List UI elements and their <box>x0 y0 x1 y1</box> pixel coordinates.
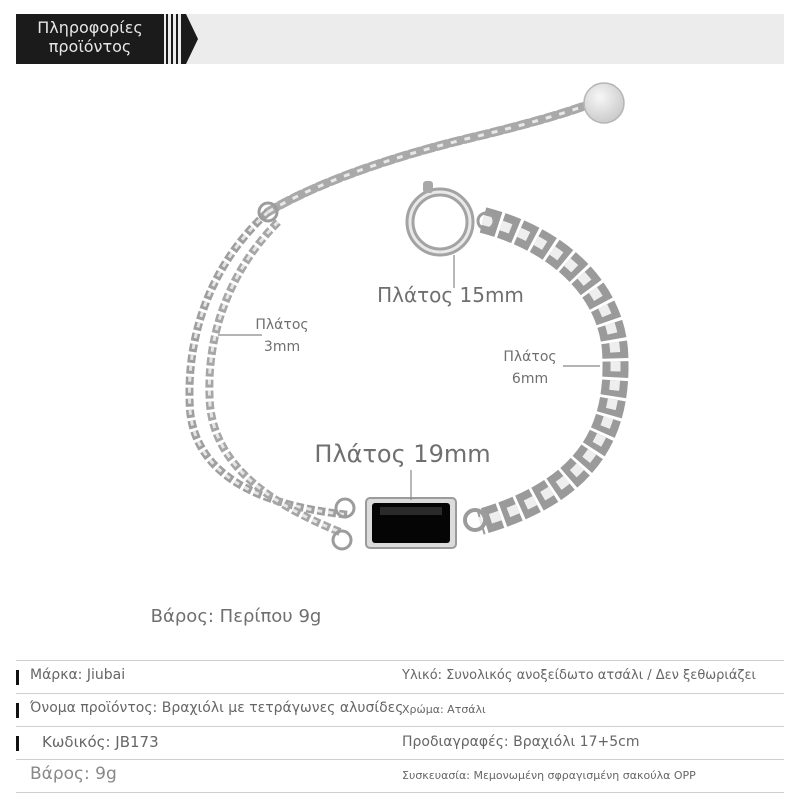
header-title-line2: προϊόντος <box>48 37 132 56</box>
width-6-line1: Πλάτος <box>503 349 557 365</box>
width-3-line2: 3mm <box>263 339 301 355</box>
row-marker <box>16 703 19 718</box>
specs-table <box>16 660 784 793</box>
spec-weight: Βάρος: 9g <box>30 764 117 784</box>
spec-row <box>16 660 784 693</box>
width-15-label: Πλάτος 15mm <box>377 283 524 307</box>
width-3-label <box>244 314 320 358</box>
product-photo <box>0 64 800 654</box>
width-6-label <box>492 346 568 390</box>
width-3-line1: Πλάτος <box>255 317 309 333</box>
header-title <box>16 14 164 64</box>
double-chain-inner <box>209 222 340 532</box>
tag-disc <box>584 83 624 123</box>
spec-material: Υλικό: Συνολικός ανοξείδωτο ατσάλι / Δεν ξεθωριάζει <box>402 668 756 683</box>
spec-color: Χρώμα: Ατσάλι <box>402 703 486 716</box>
spec-size: Προδιαγραφές: Βραχιόλι 17+5cm <box>402 734 640 750</box>
weight-label: Βάρος: Περίπου 9g <box>150 606 322 627</box>
row-marker <box>16 670 19 685</box>
width-6-line2: 6mm <box>511 371 549 387</box>
spec-packaging: Συσκευασία: Μεμονωμένη σφραγισμένη σακούλα OPP <box>402 769 696 782</box>
header-stripes-icon <box>164 14 198 64</box>
row-marker <box>16 736 19 751</box>
spec-brand: Μάρκα: Jiubai <box>30 667 126 683</box>
width-19-label: Πλάτος 19mm <box>314 440 491 468</box>
spec-row <box>16 693 784 726</box>
spec-row <box>16 726 784 759</box>
spec-product-name: Όνομα προϊόντος: Βραχιόλι με τετράγωνες αλυσίδες <box>30 700 404 716</box>
spec-row <box>16 759 784 793</box>
header-title-line1: Πληροφορίες <box>37 18 143 37</box>
spec-code: Κωδικός: JB173 <box>42 733 159 751</box>
